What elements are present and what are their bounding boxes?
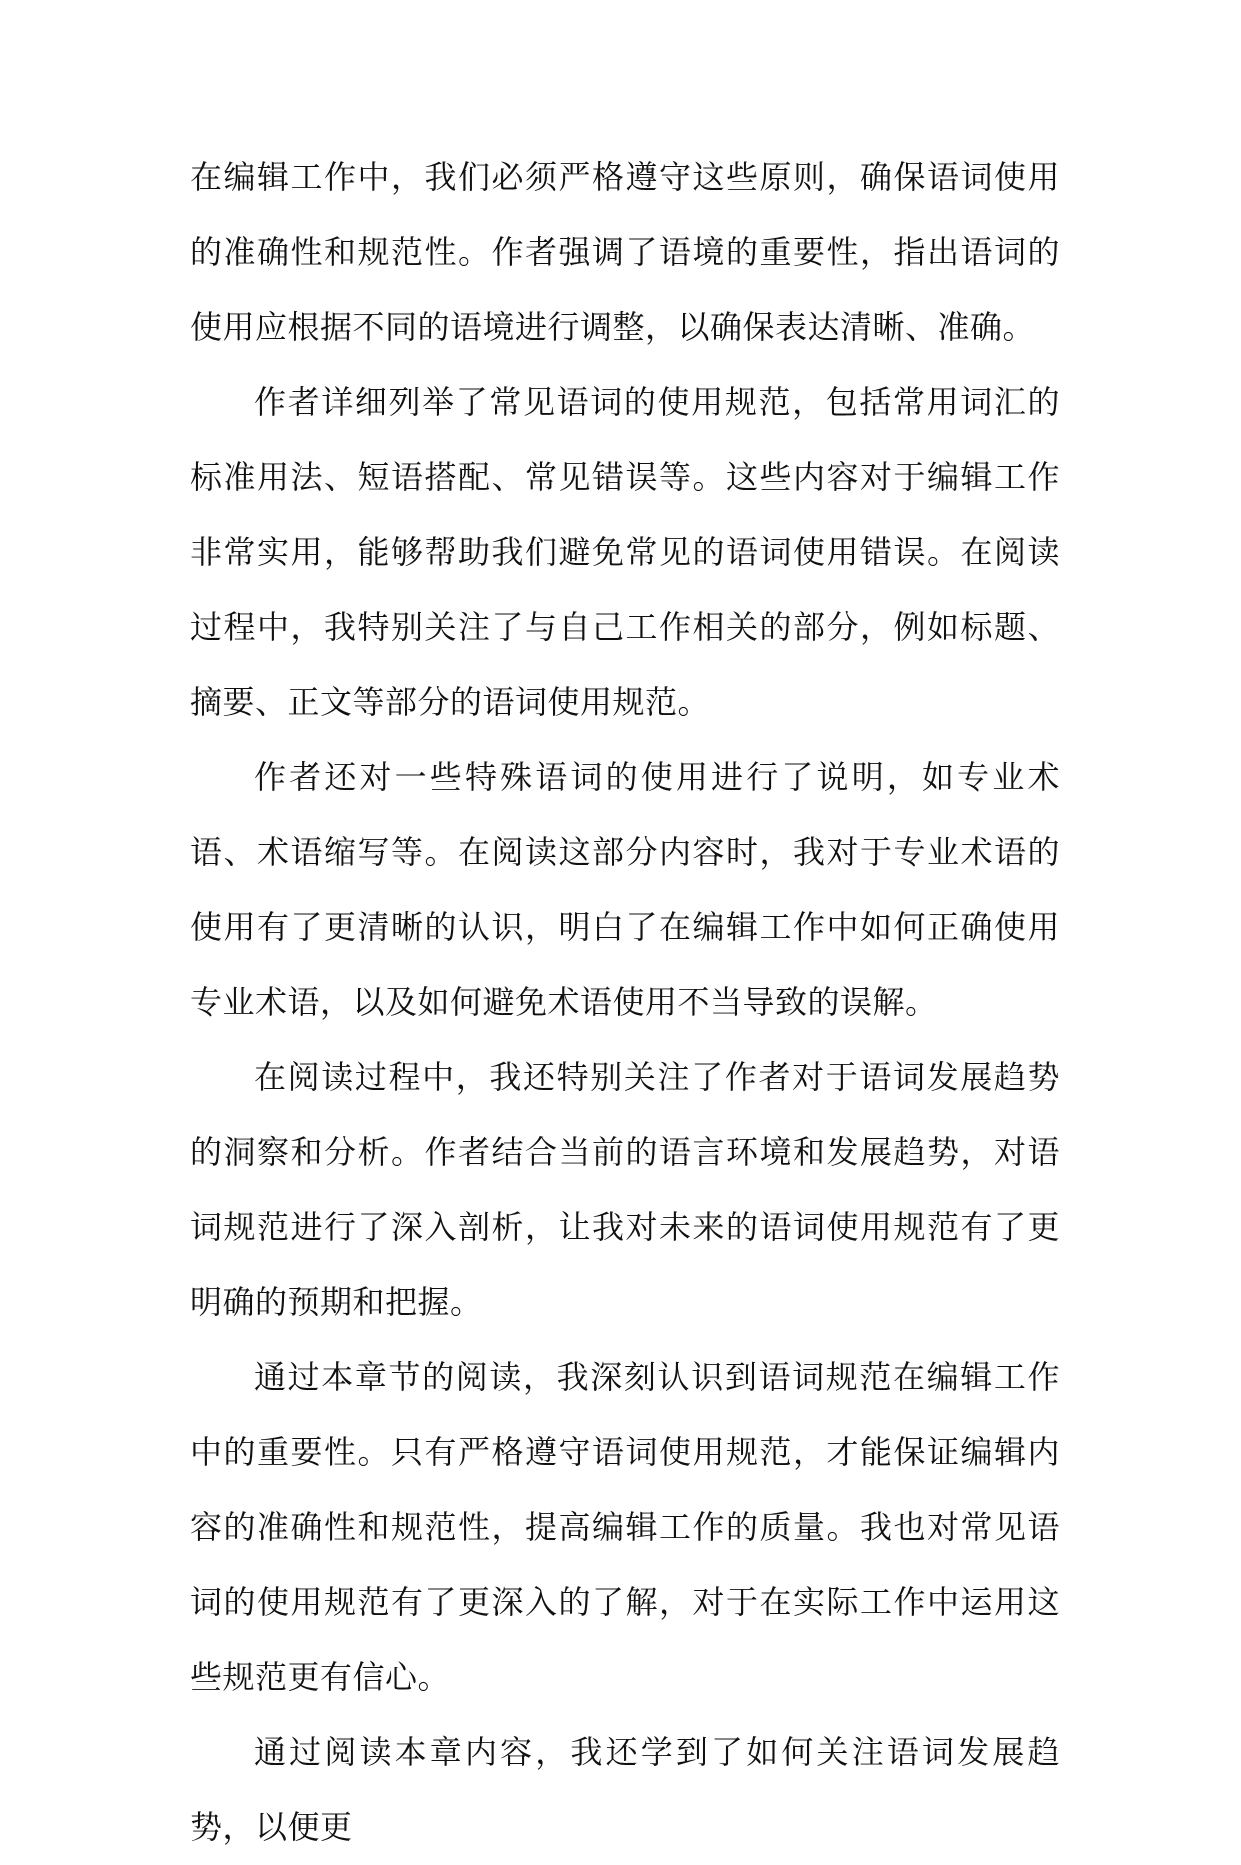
paragraph: 作者还对一些特殊语词的使用进行了说明，如专业术语、术语缩写等。在阅读这部分内容时，我对于专业术语的使用有了更清晰的认识，明白了在编辑工作中如何正确使用专业术语，以及如何避免术语使用不当导致的误解。: [190, 758, 1060, 1021]
paragraph: 在阅读过程中，我还特别关注了作者对于语词发展趋势的洞察和分析。作者结合当前的语言环境和发展趋势，对语词规范进行了深入剖析，让我对未来的语词使用规范有了更明确的预期和把握。: [190, 1058, 1060, 1321]
document-body: [190, 140, 1060, 1865]
paragraph: 作者详细列举了常见语词的使用规范，包括常用词汇的标准用法、短语搭配、常见错误等。这些内容对于编辑工作非常实用，能够帮助我们避免常见的语词使用错误。在阅读过程中，我特别关注了与自己工作相关的部分，例如标题、摘要、正文等部分的语词使用规范。: [190, 383, 1060, 721]
paragraph: 通过阅读本章内容，我还学到了如何关注语词发展趋势，以便更: [190, 1733, 1060, 1846]
paragraph: 在编辑工作中，我们必须严格遵守这些原则，确保语词使用的准确性和规范性。作者强调了语境的重要性，指出语词的使用应根据不同的语境进行调整，以确保表达清晰、准确。: [190, 158, 1060, 346]
paragraph: 通过本章节的阅读，我深刻认识到语词规范在编辑工作中的重要性。只有严格遵守语词使用规范，才能保证编辑内容的准确性和规范性，提高编辑工作的质量。我也对常见语词的使用规范有了更深入的了解，对于在实际工作中运用这些规范更有信心。: [190, 1358, 1060, 1696]
